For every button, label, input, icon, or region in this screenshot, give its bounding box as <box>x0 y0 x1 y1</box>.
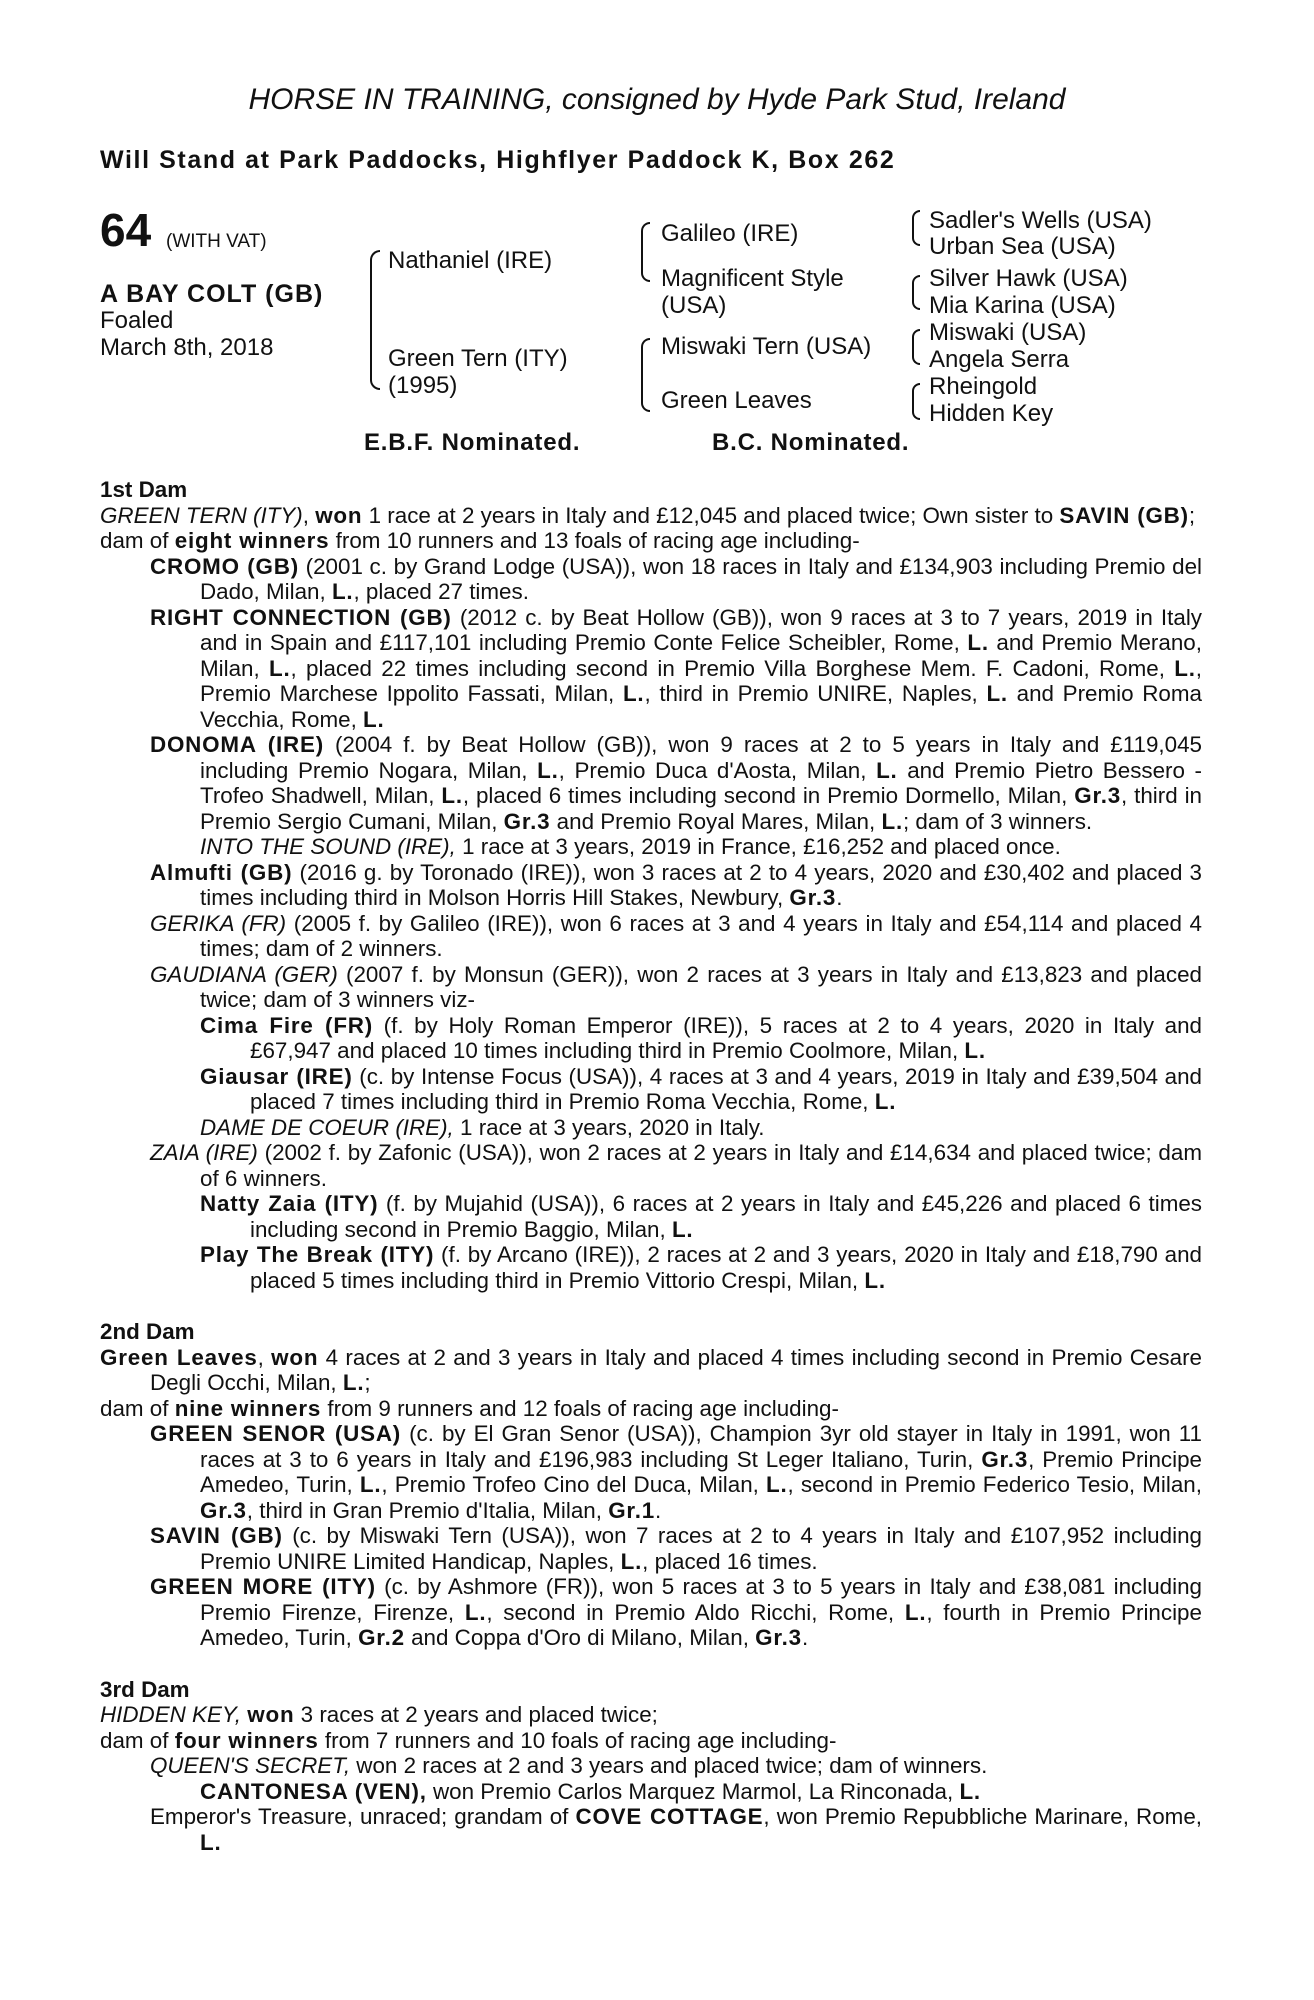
pedigree-brace <box>912 345 920 365</box>
pedigree-sire-dam: Magnificent Style <box>661 265 844 292</box>
dam-entry: Green Leaves, won 4 races at 2 and 3 years in Italy and placed 4 times including second in Premio Cesare Degli Occhi, Milan, L.; <box>100 1344 1202 1395</box>
pedigree-sire: Nathaniel (IRE) <box>388 247 553 274</box>
produce-summary: dam of nine winners from 9 runners and 12 foals of racing age including- <box>100 1395 839 1421</box>
pedigree-brace <box>912 227 920 246</box>
pedigree-dam-dam: Green Leaves <box>661 387 812 414</box>
lot-number: 64 <box>100 204 152 256</box>
dam-entry: HIDDEN KEY, won 3 races at 2 years and placed twice; <box>100 1702 658 1727</box>
pedigree-gen3: Mia Karina (USA) <box>929 292 1116 319</box>
pedigree-gen3: Urban Sea (USA) <box>929 233 1116 260</box>
produce-entry: GERIKA (FR) (2005 f. by Galileo (IRE)), won 6 races at 3 and 4 years in Italy and £54,114 and placed 4 times; dam of 2 winners. <box>150 910 1202 961</box>
section-third-dam: 3rd Dam <box>100 1676 190 1702</box>
produce-sub-entry: INTO THE SOUND (IRE), 1 race at 3 years, 2019 in France, £16,252 and placed once. <box>200 834 1061 859</box>
section-second-dam: 2nd Dam <box>100 1319 195 1344</box>
pedigree-dam-year: (1995) <box>388 372 458 399</box>
pedigree-brace <box>370 250 380 332</box>
pedigree-sire-dam-origin: (USA) <box>661 292 727 319</box>
pedigree-brace <box>370 330 380 390</box>
produce-entry: GAUDIANA (GER) (2007 f. by Monsun (GER)), won 2 races at 3 years in Italy and £13,823 and placed twice; dam of 3 winners viz- <box>150 961 1202 1012</box>
pedigree-dam: Green Tern (ITY) <box>388 345 568 372</box>
ebf-nomination: E.B.F. Nominated. <box>364 429 581 456</box>
produce-entry: Emperor's Treasure, unraced; grandam of COVE COTTAGE, won Premio Repubbliche Marinare, Rome, L. <box>150 1804 1202 1855</box>
pedigree-dam-sire: Miswaki Tern (USA) <box>661 333 872 360</box>
page-title: HORSE IN TRAINING, consigned by Hyde Park Stud, Ireland <box>248 83 1066 116</box>
pedigree-gen3: Rheingold <box>929 373 1038 400</box>
bc-nomination: B.C. Nominated. <box>712 429 910 456</box>
pedigree-gen3: Angela Serra <box>929 346 1070 373</box>
pedigree-brace <box>912 291 920 310</box>
produce-summary: dam of four winners from 7 runners and 10 foals of racing age including- <box>100 1727 837 1753</box>
dam-entry: GREEN TERN (ITY), won 1 race at 2 years in Italy and £12,045 and placed twice; Own sister to SAVIN (GB); <box>100 502 1196 528</box>
pedigree-gen3: Hidden Key <box>929 400 1054 427</box>
produce-entry: Almufti (GB) (2016 g. by Toronado (IRE)), won 3 races at 2 to 4 years, 2020 and £30,402 and placed 3 times including third in Molson Horris Hill Stakes, Newbury, Gr.3. <box>150 859 1202 910</box>
foaled-date: March 8th, 2018 <box>100 334 274 361</box>
pedigree-brace <box>912 399 920 420</box>
produce-sub-entry: DAME DE COEUR (IRE), 1 race at 3 years, 2020 in Italy. <box>200 1114 765 1140</box>
vat-note: (WITH VAT) <box>166 231 267 252</box>
produce-sub-entry: CANTONESA (VEN), won Premio Carlos Marquez Marmol, La Rinconada, L. <box>200 1778 981 1804</box>
produce-entry: GREEN SENOR (USA) (c. by El Gran Senor (USA)), Champion 3yr old stayer in Italy in 1991, won 11 races at 3 to 6 years in Italy and £196,983 including St Leger Italiano, Turin, Gr.3, Premio Principe Amedeo, Turin, L., Premio Trofeo Cino del Duca, Milan, L., second in Premio Federico Tesio, Milan, Gr.3, third in Gran Premio d'Italia, Milan, Gr.1. <box>150 1421 1203 1523</box>
pedigree-gen3: Sadler's Wells (USA) <box>929 207 1152 234</box>
produce-entry: ZAIA (IRE) (2002 f. by Zafonic (USA)), won 2 races at 2 years in Italy and £14,634 and placed twice; dam of 6 winners. <box>150 1140 1202 1191</box>
horse-description: A BAY COLT (GB) <box>100 280 324 308</box>
pedigree-brace <box>641 368 650 412</box>
pedigree-brace <box>641 250 650 282</box>
produce-sub-entry: Cima Fire (FR) (f. by Holy Roman Emperor (IRE)), 5 races at 2 to 4 years, 2020 in Italy and £67,947 and placed 10 times including third in Premio Coolmore, Milan, L. <box>200 1012 1202 1063</box>
produce-entry: GREEN MORE (ITY) (c. by Ashmore (FR)), won 5 races at 3 to 5 years in Italy and £38,081 including Premio Firenze, Firenze, L., second in Premio Aldo Ricchi, Rome, L., fourth in Premio Principe Amedeo, Turin, Gr.2 and Coppa d'Oro di Milano, Milan, Gr.3. <box>150 1574 1202 1650</box>
produce-entry: RIGHT CONNECTION (GB) (2012 c. by Beat Hollow (GB)), won 9 races at 3 to 7 years, 2019 in Italy and in Spain and £117,101 including Premio Conte Felice Scheibler, Rome, L. and Premio Merano, Milan, L., placed 22 times including second in Premio Villa Borghese Mem. F. Cadoni, Rome, L., Premio Marchese Ippolito Fassati, Milan, L., third in Premio UNIRE, Naples, L. and Premio Roma Vecchia, Rome, L. <box>150 604 1202 732</box>
pedigree-gen3: Silver Hawk (USA) <box>929 265 1128 292</box>
produce-entry: SAVIN (GB) (c. by Miswaki Tern (USA)), won 7 races at 2 to 4 years in Italy and £107,952 including Premio UNIRE Limited Handicap, Naples, L., placed 16 times. <box>150 1523 1202 1574</box>
foaled-label: Foaled <box>100 307 174 334</box>
produce-entry: CROMO (GB) (2001 c. by Grand Lodge (USA)), won 18 races in Italy and £134,903 including Premio del Dado, Milan, L., placed 27 times. <box>150 553 1202 604</box>
produce-sub-entry: Giausar (IRE) (c. by Intense Focus (USA)), 4 races at 3 and 4 years, 2019 in Italy and £39,504 and placed 7 times including third in Premio Roma Vecchia, Rome, L. <box>200 1063 1202 1114</box>
produce-sub-entry: Play The Break (ITY) (f. by Arcano (IRE)), 2 races at 2 and 3 years, 2020 in Italy and £18,790 and placed 5 times including third in Premio Vittorio Crespi, Milan, L. <box>200 1242 1202 1293</box>
produce-sub-entry: Natty Zaia (ITY) (f. by Mujahid (USA)), 6 races at 2 years in Italy and £45,226 and placed 6 times including second in Premio Baggio, Milan, L. <box>200 1191 1202 1242</box>
pedigree-gen3: Miswaki (USA) <box>929 319 1087 346</box>
pedigree-brace <box>641 338 650 370</box>
produce-entry: DONOMA (IRE) (2004 f. by Beat Hollow (GB)), won 9 races at 2 to 5 years in Italy and £119,045 including Premio Nogara, Milan, L., Premio Duca d'Aosta, Milan, L. and Premio Pietro Bessero - Trofeo Shadwell, Milan, L., placed 6 times including second in Premio Dormello, Milan, Gr.3, third in Premio Sergio Cumani, Milan, Gr.3 and Premio Royal Mares, Milan, L.; dam of 3 winners. <box>150 732 1203 834</box>
pedigree-brace <box>641 222 650 252</box>
stand-location: Will Stand at Park Paddocks, Highflyer Paddock K, Box 262 <box>100 146 896 174</box>
section-first-dam: 1st Dam <box>100 477 188 502</box>
catalogue-body <box>100 477 1202 1855</box>
produce-summary: dam of eight winners from 10 runners and 13 foals of racing age including- <box>100 528 860 553</box>
pedigree-sire-sire: Galileo (IRE) <box>661 220 799 247</box>
produce-entry: QUEEN'S SECRET, won 2 races at 2 and 3 years and placed twice; dam of winners. <box>150 1753 988 1778</box>
